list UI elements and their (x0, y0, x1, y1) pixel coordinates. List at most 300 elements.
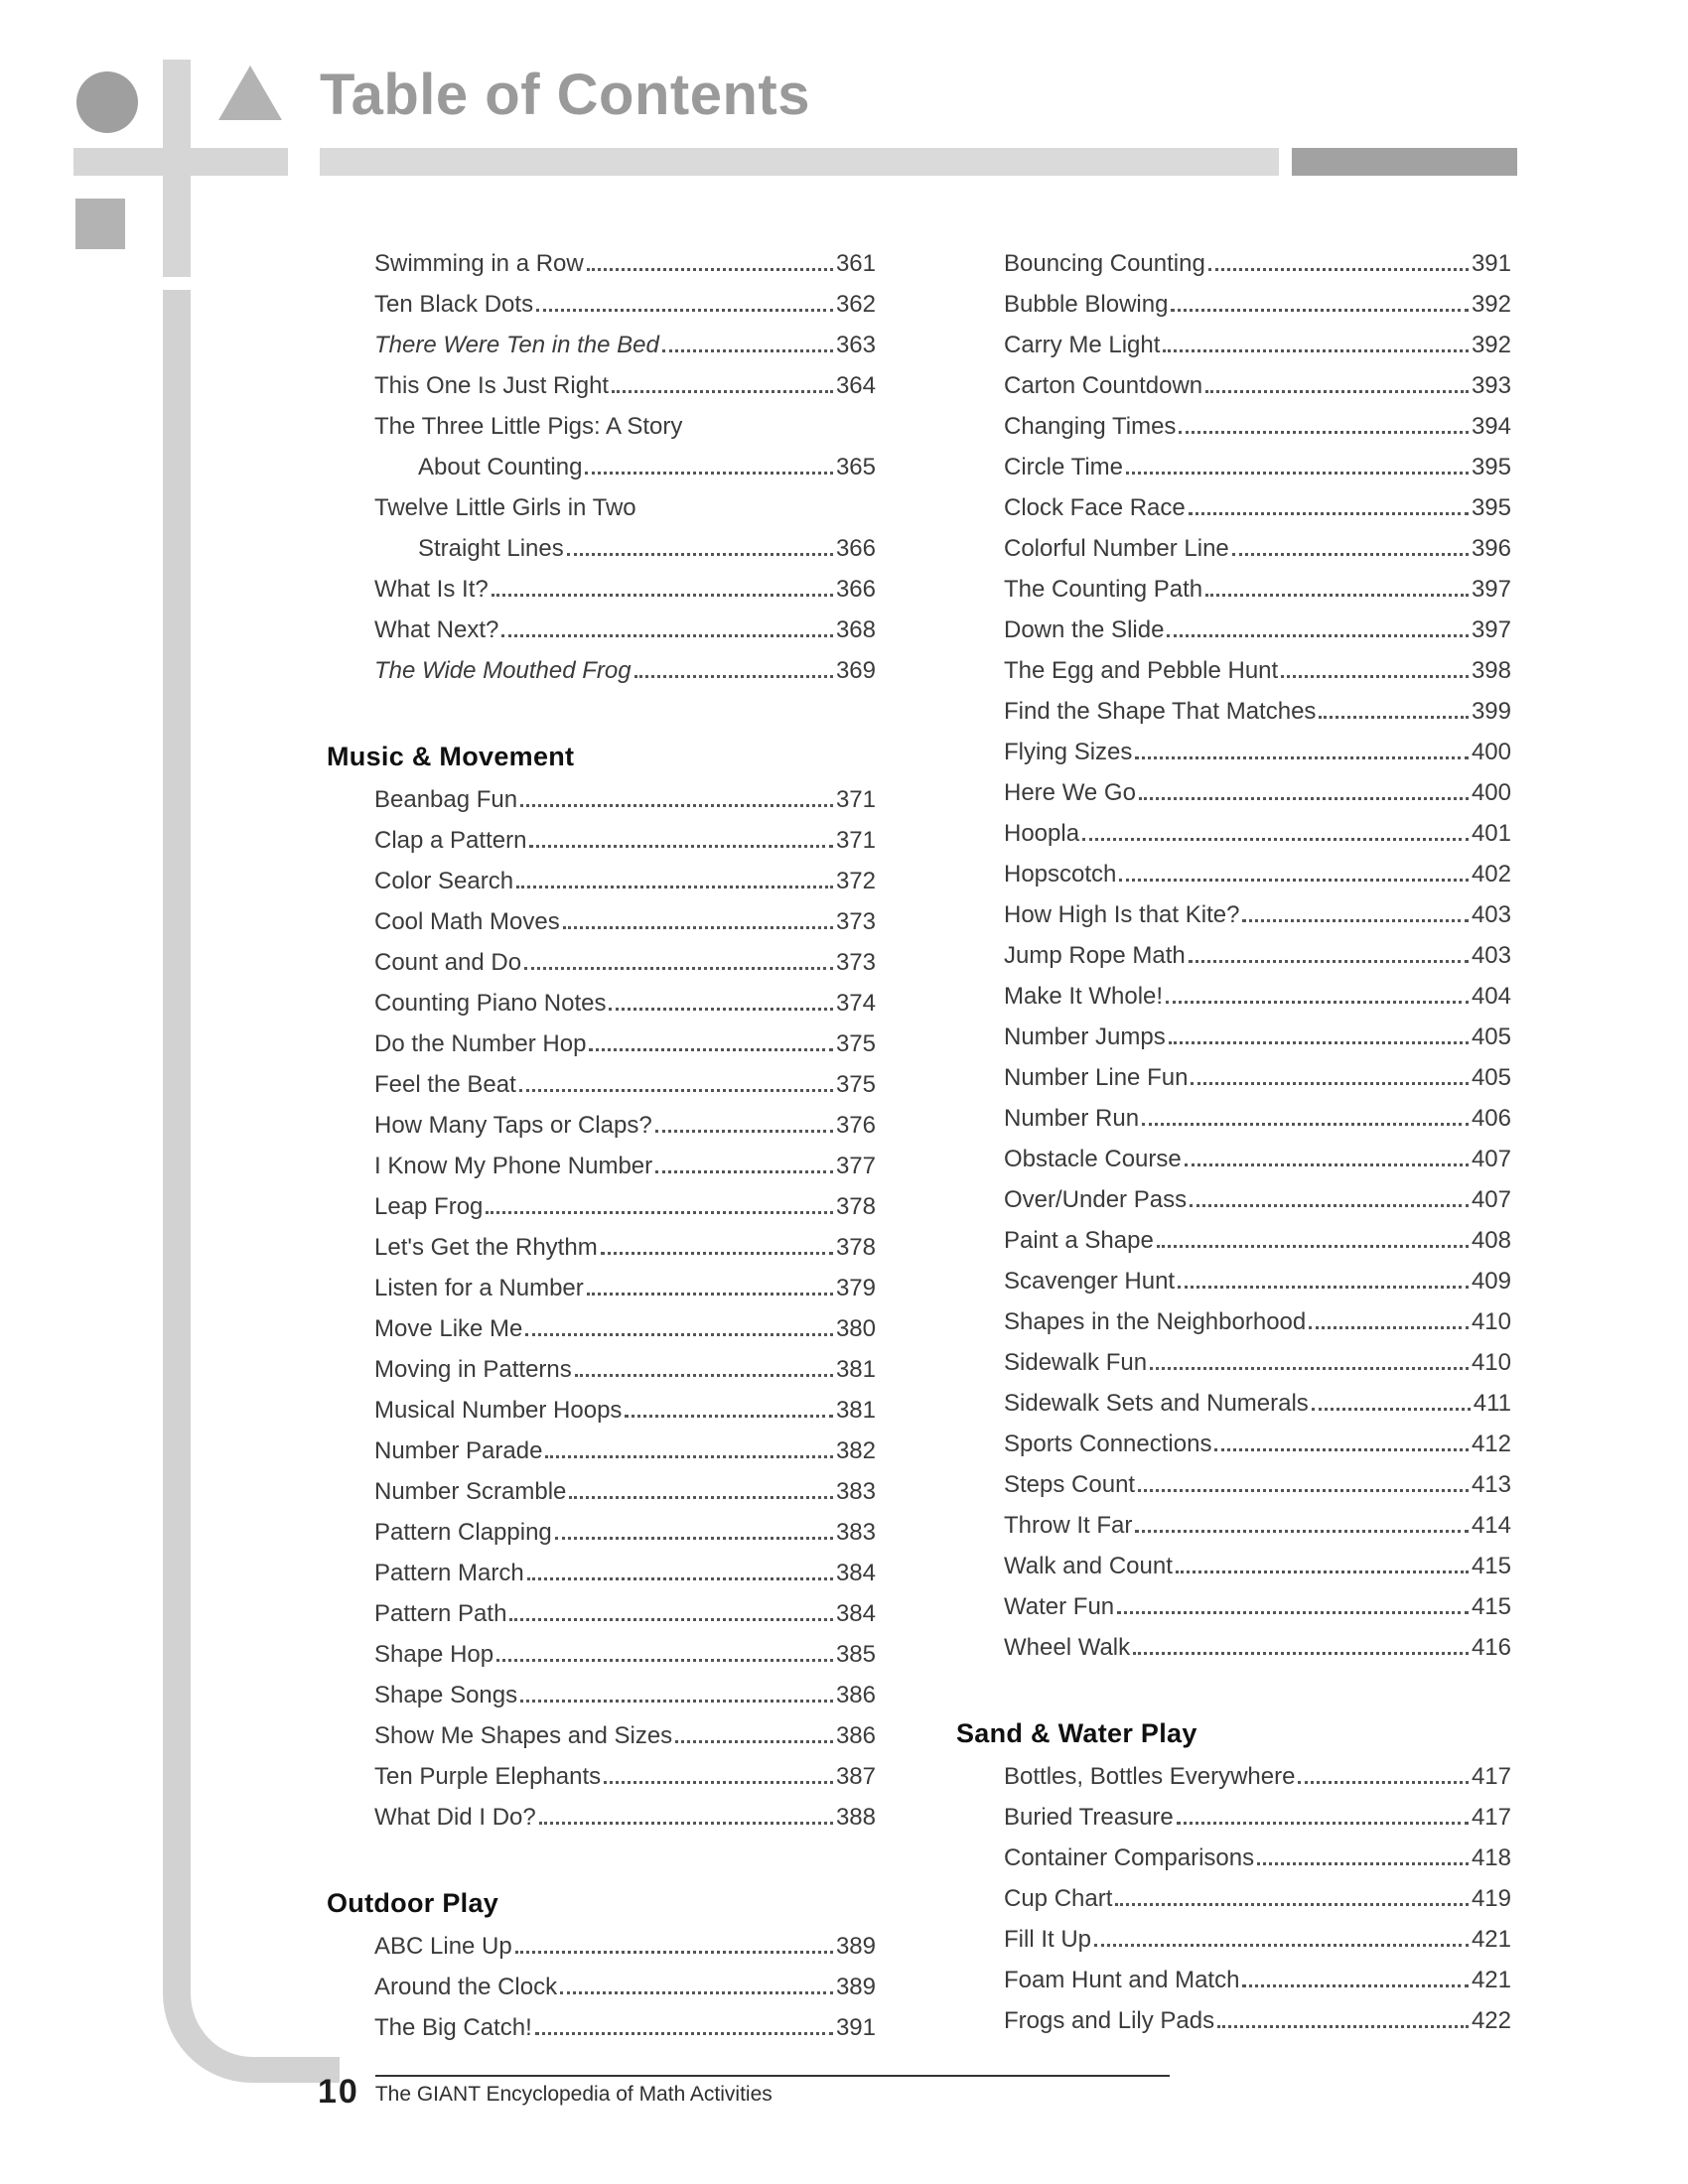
toc-column-1 (327, 243, 876, 2048)
leader-dots (486, 1211, 833, 1214)
toc-entry (327, 1268, 876, 1308)
entry-title: Wheel Walk (1004, 1634, 1131, 1661)
entry-title: Number Run (1004, 1105, 1140, 1132)
entry-title: Swimming in a Row (374, 250, 584, 277)
page-number: 403 (1471, 901, 1511, 928)
entry-title: Carry Me Light (1004, 332, 1161, 358)
entry-title: Feel the Beat (374, 1071, 516, 1098)
toc-entry (956, 487, 1511, 528)
entry-title: Obstacle Course (1004, 1146, 1182, 1172)
toc-entry (956, 1057, 1511, 1098)
leader-dots (1142, 1123, 1469, 1126)
page-number: 389 (835, 1974, 876, 2000)
page-edge-bar (163, 290, 340, 2083)
page-number: 398 (1471, 657, 1511, 684)
entry-title: Move Like Me (374, 1315, 523, 1342)
toc-entry (956, 1797, 1511, 1838)
leader-dots (1189, 512, 1469, 515)
leader-dots (1176, 1570, 1469, 1573)
toc-entry (327, 1308, 876, 1349)
leader-dots (1119, 879, 1469, 882)
toc-entry (956, 1261, 1511, 1301)
entry-title: The Wide Mouthed Frog (374, 657, 632, 684)
page-number: 384 (835, 1600, 876, 1627)
leader-dots (519, 1089, 833, 1092)
entry-title: Changing Times (1004, 413, 1177, 440)
entry-title: Clap a Pattern (374, 827, 527, 854)
entry-title: Pattern March (374, 1560, 524, 1586)
toc-entry (327, 284, 876, 325)
leader-dots (567, 553, 833, 556)
leader-dots (612, 390, 833, 393)
entry-title: Beanbag Fun (374, 786, 518, 813)
toc-entry (956, 1756, 1511, 1797)
toc-entry (956, 1017, 1511, 1057)
entry-title: Twelve Little Girls in Two (374, 494, 636, 521)
toc-entry (956, 1301, 1511, 1342)
page-number: 381 (835, 1397, 876, 1424)
entry-title: What Did I Do? (374, 1804, 536, 1831)
page-number: 406 (1471, 1105, 1511, 1132)
page-number: 380 (835, 1315, 876, 1342)
leader-dots (1115, 1903, 1469, 1906)
leader-dots (1139, 797, 1469, 800)
toc-entry (956, 854, 1511, 894)
page-number: 413 (1471, 1471, 1511, 1498)
page-number: 415 (1471, 1553, 1511, 1579)
entry-title: Musical Number Hoops (374, 1397, 623, 1424)
entry-title: The Counting Path (1004, 576, 1203, 603)
entry-title: Color Search (374, 868, 514, 894)
toc-entry (327, 983, 876, 1024)
leader-dots (1138, 1489, 1469, 1492)
toc-entry (327, 447, 876, 487)
entry-title: Number Scramble (374, 1478, 567, 1505)
entry-title: How Many Taps or Claps? (374, 1112, 652, 1139)
page-number: 368 (835, 616, 876, 643)
leader-dots (575, 1374, 833, 1377)
entry-title: Walk and Count (1004, 1553, 1173, 1579)
entry-title: Listen for a Number (374, 1275, 584, 1301)
leader-dots (1214, 1448, 1469, 1451)
toc-entry (956, 528, 1511, 569)
leader-dots (527, 1577, 833, 1580)
leader-dots (609, 1008, 832, 1011)
page-number: 383 (835, 1478, 876, 1505)
toc-entry (327, 1634, 876, 1675)
toc-entry (956, 1098, 1511, 1139)
page-number: 403 (1471, 942, 1511, 969)
entry-title: Pattern Path (374, 1600, 507, 1627)
toc-entry (327, 1146, 876, 1186)
toc-entry (327, 1471, 876, 1512)
toc-entry (327, 487, 876, 528)
entry-title: Around the Clock (374, 1974, 558, 2000)
leader-dots (1298, 1781, 1468, 1784)
section-heading: Music & Movement (327, 742, 575, 771)
page-number: 391 (1471, 250, 1511, 277)
leader-dots (536, 309, 833, 312)
triangle-shape (218, 66, 282, 120)
page-number: 396 (1471, 535, 1511, 562)
entry-title: Straight Lines (418, 535, 564, 562)
page-number: 362 (835, 291, 876, 318)
entry-title: What Is It? (374, 576, 489, 603)
leader-dots (569, 1496, 833, 1499)
page-number: 366 (835, 535, 876, 562)
leader-dots (587, 1293, 833, 1296)
page-number: 407 (1471, 1146, 1511, 1172)
leader-dots (1133, 1652, 1469, 1655)
leader-dots (604, 1781, 833, 1784)
page-number: 393 (1471, 372, 1511, 399)
page-number: 375 (835, 1071, 876, 1098)
page-number: 418 (1471, 1844, 1511, 1871)
toc-entry (327, 325, 876, 365)
page-number: 410 (1471, 1349, 1511, 1376)
entry-title: Over/Under Pass (1004, 1186, 1188, 1213)
leader-dots (1163, 349, 1469, 352)
entry-title: Colorful Number Line (1004, 535, 1229, 562)
toc-entry (956, 447, 1511, 487)
leader-dots (585, 472, 832, 475)
toc-entry (327, 243, 876, 284)
page-number: 422 (1471, 2007, 1511, 2034)
leader-dots (1150, 1367, 1469, 1370)
leader-dots (1178, 1286, 1469, 1289)
leader-dots (1205, 390, 1469, 393)
leader-dots (1309, 1326, 1469, 1329)
page-number: 387 (835, 1763, 876, 1790)
toc-entry (956, 365, 1511, 406)
entry-title: Water Fun (1004, 1593, 1115, 1620)
entry-title: Jump Rope Math (1004, 942, 1186, 969)
toc-entry (956, 569, 1511, 610)
toc-entry (956, 1179, 1511, 1220)
toc-columns (327, 243, 1518, 2048)
page-number: 410 (1471, 1308, 1511, 1335)
page-number: 381 (835, 1356, 876, 1383)
entry-title: Buried Treasure (1004, 1804, 1174, 1831)
page-number: 386 (835, 1682, 876, 1708)
page-number: 375 (835, 1030, 876, 1057)
page-number: 397 (1471, 576, 1511, 603)
toc-entry (956, 1627, 1511, 1668)
toc-entry (327, 1349, 876, 1390)
leader-dots (634, 675, 833, 678)
page-number: 416 (1471, 1634, 1511, 1661)
page-number: 397 (1471, 616, 1511, 643)
toc-entry (956, 894, 1511, 935)
leader-dots (525, 1333, 833, 1336)
toc-entry (327, 1756, 876, 1797)
page-number: 401 (1471, 820, 1511, 847)
toc-entry (327, 610, 876, 650)
leader-dots (1082, 838, 1469, 841)
toc-entry (327, 1797, 876, 1838)
toc-entry (956, 732, 1511, 772)
page-number: 419 (1471, 1885, 1511, 1912)
leader-dots (625, 1415, 833, 1418)
toc-entry (956, 976, 1511, 1017)
page-number: 417 (1471, 1763, 1511, 1790)
page-number: 364 (835, 372, 876, 399)
entry-title: Sidewalk Sets and Numerals (1004, 1390, 1309, 1417)
entry-title: Down the Slide (1004, 616, 1165, 643)
leader-dots (1179, 431, 1469, 434)
leader-dots (662, 349, 833, 352)
page-number: 371 (835, 827, 876, 854)
page-number: 376 (835, 1112, 876, 1139)
page-number: 394 (1471, 413, 1511, 440)
entry-title: The Three Little Pigs: A Story (374, 413, 683, 440)
toc-entry (956, 1383, 1511, 1424)
entry-title: Sports Connections (1004, 1431, 1212, 1457)
leader-dots (1242, 919, 1469, 922)
toc-entry (327, 901, 876, 942)
toc-entry (327, 1227, 876, 1268)
entry-title: Steps Count (1004, 1471, 1136, 1498)
entry-title: Here We Go (1004, 779, 1136, 806)
page-number: 421 (1471, 1926, 1511, 1953)
page-footer (318, 2075, 1170, 2109)
circle-shape (76, 71, 138, 133)
page-number: 392 (1471, 291, 1511, 318)
toc-entry (327, 1186, 876, 1227)
toc-entry (956, 650, 1511, 691)
toc-entry (956, 284, 1511, 325)
entry-title: Sidewalk Fun (1004, 1349, 1148, 1376)
page-number: 395 (1471, 494, 1511, 521)
section-heading: Sand & Water Play (956, 1718, 1197, 1748)
entry-title: Cup Chart (1004, 1885, 1113, 1912)
leader-dots (545, 1455, 833, 1458)
toc-entry (956, 1220, 1511, 1261)
toc-entry (956, 243, 1511, 284)
leader-dots (516, 886, 833, 888)
toc-entry (956, 772, 1511, 813)
toc-entry (956, 1424, 1511, 1464)
leader-dots (563, 926, 833, 929)
entry-title: What Next? (374, 616, 499, 643)
entry-title: Number Line Fun (1004, 1064, 1189, 1091)
page-number: 371 (835, 786, 876, 813)
cross-horizontal-bar (73, 148, 288, 176)
page-number: 400 (1471, 739, 1511, 765)
entry-title: Foam Hunt and Match (1004, 1967, 1240, 1993)
entry-title: Hopscotch (1004, 861, 1117, 887)
leader-dots (1312, 1408, 1471, 1411)
entry-title: Throw It Far (1004, 1512, 1133, 1539)
leader-dots (524, 967, 833, 970)
leader-dots (539, 1822, 833, 1825)
toc-entry (327, 650, 876, 691)
toc-entry (327, 528, 876, 569)
leader-dots (1126, 472, 1469, 475)
toc-entry (956, 1919, 1511, 1960)
page-number: 377 (835, 1153, 876, 1179)
toc-entry (327, 1512, 876, 1553)
page-number: 378 (835, 1193, 876, 1220)
page-number: 365 (835, 454, 876, 480)
leader-dots (589, 1048, 833, 1051)
page-number: 373 (835, 908, 876, 935)
toc-entry (327, 1390, 876, 1431)
entry-title: Bubble Blowing (1004, 291, 1169, 318)
leader-dots (1185, 1163, 1469, 1166)
leader-dots (492, 594, 833, 597)
toc-entry (956, 1878, 1511, 1919)
toc-entry (327, 861, 876, 901)
entry-title: Container Comparisons (1004, 1844, 1255, 1871)
toc-entry (327, 2007, 876, 2048)
entry-title: Show Me Shapes and Sizes (374, 1722, 673, 1749)
page-number: 366 (835, 576, 876, 603)
toc-entry (956, 1546, 1511, 1586)
page-number: 409 (1471, 1268, 1511, 1295)
entry-title: The Big Catch! (374, 2014, 532, 2041)
leader-dots (1232, 553, 1469, 556)
entry-title: This One Is Just Right (374, 372, 610, 399)
footer-page-number: 10 (318, 2073, 359, 2111)
toc-entry (327, 1105, 876, 1146)
leader-dots (515, 1951, 833, 1954)
entry-title: Find the Shape That Matches (1004, 698, 1317, 725)
leader-dots (1171, 309, 1469, 312)
page-number: 374 (835, 990, 876, 1017)
entry-title: Paint a Shape (1004, 1227, 1154, 1254)
entry-title: Moving in Patterns (374, 1356, 572, 1383)
leader-dots (509, 1618, 833, 1621)
toc-entry (956, 691, 1511, 732)
toc-entry (327, 1715, 876, 1756)
page-number: 402 (1471, 861, 1511, 887)
entry-title: Let's Get the Rhythm (374, 1234, 598, 1261)
leader-dots (1257, 1862, 1469, 1865)
page-number: 361 (835, 250, 876, 277)
entry-title: Scavenger Hunt (1004, 1268, 1176, 1295)
entry-title: About Counting (418, 454, 583, 480)
page-number: 417 (1471, 1804, 1511, 1831)
toc-entry (956, 1838, 1511, 1878)
page-number: 421 (1471, 1967, 1511, 1993)
leader-dots (1166, 1001, 1469, 1004)
page-number: 415 (1471, 1593, 1511, 1620)
page-number: 388 (835, 1804, 876, 1831)
leader-dots (520, 804, 833, 807)
leader-dots (1319, 716, 1469, 719)
leader-dots (520, 1700, 833, 1703)
entry-title: The Egg and Pebble Hunt (1004, 657, 1279, 684)
leader-dots (1167, 634, 1469, 637)
toc-entry (956, 2000, 1511, 2041)
leader-dots (555, 1537, 833, 1540)
leader-dots (1205, 594, 1469, 597)
toc-entry (327, 1431, 876, 1471)
leader-dots (1191, 1082, 1469, 1085)
leader-dots (1169, 1041, 1469, 1044)
toc-entry (327, 1967, 876, 2007)
entry-title: How High Is that Kite? (1004, 901, 1240, 928)
toc-entry (956, 1505, 1511, 1546)
page-number: 392 (1471, 332, 1511, 358)
entry-title: Do the Number Hop (374, 1030, 587, 1057)
entry-title: Count and Do (374, 949, 522, 976)
page-number: 412 (1471, 1431, 1511, 1457)
toc-entry (956, 935, 1511, 976)
entry-title: Flying Sizes (1004, 739, 1133, 765)
page-number: 395 (1471, 454, 1511, 480)
entry-title: Cool Math Moves (374, 908, 560, 935)
title-underline-bar (320, 148, 1279, 176)
leader-dots (1190, 1204, 1469, 1207)
page-number: 382 (835, 1437, 876, 1464)
page-number: 400 (1471, 779, 1511, 806)
toc-entry (956, 1342, 1511, 1383)
page-number: 379 (835, 1275, 876, 1301)
entry-title: Circle Time (1004, 454, 1124, 480)
leader-dots (587, 268, 833, 271)
page-number: 373 (835, 949, 876, 976)
toc-entry (956, 813, 1511, 854)
section-heading: Outdoor Play (327, 1888, 499, 1918)
entry-title: I Know My Phone Number (374, 1153, 653, 1179)
entry-title: Leap Frog (374, 1193, 484, 1220)
leader-dots (1281, 675, 1469, 678)
leader-dots (1208, 268, 1469, 271)
toc-entry (327, 1553, 876, 1593)
entry-title: Fill It Up (1004, 1926, 1092, 1953)
leader-dots (535, 2032, 833, 2035)
entry-title: Counting Piano Notes (374, 990, 607, 1017)
entry-title: Shape Songs (374, 1682, 518, 1708)
leader-dots (1135, 1530, 1469, 1533)
page-number: 404 (1471, 983, 1511, 1010)
toc-entry (327, 1024, 876, 1064)
square-shape (75, 199, 125, 249)
entry-title: Carton Countdown (1004, 372, 1203, 399)
toc-entry (327, 942, 876, 983)
entry-title: Make It Whole! (1004, 983, 1164, 1010)
entry-title: Shapes in the Neighborhood (1004, 1308, 1307, 1335)
page-number: 414 (1471, 1512, 1511, 1539)
toc-entry (327, 1593, 876, 1634)
toc-entry (327, 406, 876, 447)
toc-entry (327, 1064, 876, 1105)
page-number: 399 (1471, 698, 1511, 725)
toc-entry (327, 365, 876, 406)
leader-dots (1094, 1944, 1469, 1947)
leader-dots (1177, 1822, 1469, 1825)
entry-title: Bouncing Counting (1004, 250, 1205, 277)
toc-entry (327, 1675, 876, 1715)
leader-dots (529, 845, 833, 848)
entry-title: Number Jumps (1004, 1024, 1166, 1050)
leader-dots (601, 1252, 833, 1255)
leader-dots (1189, 960, 1469, 963)
leader-dots (655, 1130, 833, 1133)
toc-entry (956, 1139, 1511, 1179)
page-number: 369 (835, 657, 876, 684)
leader-dots (496, 1659, 833, 1662)
toc-entry (327, 820, 876, 861)
entry-title: Clock Face Race (1004, 494, 1186, 521)
page-title: Table of Contents (320, 63, 810, 127)
page-number: 386 (835, 1722, 876, 1749)
entry-title: Number Parade (374, 1437, 543, 1464)
leader-dots (675, 1740, 833, 1743)
footer-book-title: The GIANT Encyclopedia of Math Activities (375, 2075, 1170, 2107)
